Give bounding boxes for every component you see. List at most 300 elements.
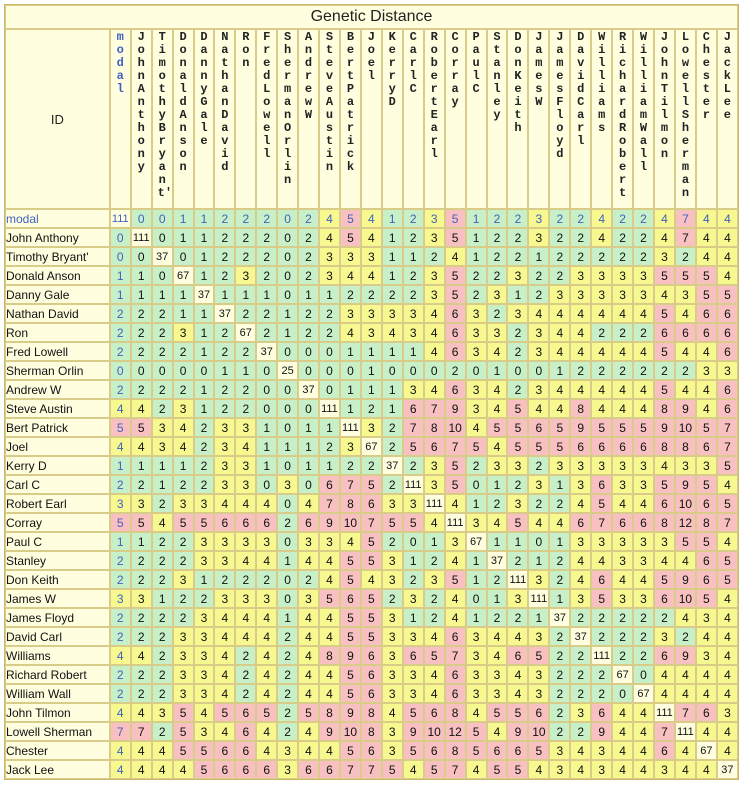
distance-cell: 3 [528, 475, 549, 494]
distance-cell: 67 [235, 323, 256, 342]
distance-cell: 9 [675, 646, 696, 665]
distance-cell: 2 [361, 285, 382, 304]
distance-cell: 4 [361, 266, 382, 285]
distance-cell: 2 [633, 228, 654, 247]
genetic-distance-table [4, 4, 739, 780]
distance-cell: 3 [696, 456, 717, 475]
distance-cell: 3 [507, 304, 528, 323]
distance-cell: 1 [131, 266, 152, 285]
distance-cell: 3 [214, 551, 235, 570]
row-name: Donald Anson [5, 266, 110, 285]
table-row [5, 494, 738, 513]
table-row [5, 361, 738, 380]
distance-cell: 0 [256, 475, 277, 494]
distance-cell: 7 [340, 475, 361, 494]
distance-cell: 4 [528, 399, 549, 418]
row-name: David Carl [5, 627, 110, 646]
column-header-nathan-david [214, 29, 235, 209]
column-header-label: John Anthony [137, 30, 145, 174]
distance-cell: 2 [549, 209, 570, 228]
distance-cell: 6 [361, 665, 382, 684]
distance-cell: 3 [382, 304, 403, 323]
distance-cell: 5 [173, 703, 194, 722]
distance-cell: 1 [131, 456, 152, 475]
distance-cell: 4 [298, 551, 319, 570]
distance-cell: 1 [256, 418, 277, 437]
distance-cell: 2 [235, 570, 256, 589]
distance-cell: 4 [696, 399, 717, 418]
distance-cell: 1 [528, 551, 549, 570]
distance-cell: 3 [528, 228, 549, 247]
distance-cell: 4 [633, 399, 654, 418]
row-name: Paul C [5, 532, 110, 551]
distance-cell: 8 [696, 513, 717, 532]
distance-cell: 2 [361, 399, 382, 418]
distance-cell: 4 [487, 380, 508, 399]
distance-cell: 5 [382, 760, 403, 779]
column-header-label: John Tilmon [660, 30, 669, 161]
distance-cell: 5 [717, 494, 738, 513]
distance-cell: 1 [194, 266, 215, 285]
distance-cell: 2 [277, 627, 298, 646]
distance-cell: 2 [235, 380, 256, 399]
distance-cell: 5 [445, 285, 466, 304]
distance-cell: 1 [110, 285, 131, 304]
distance-cell: 2 [214, 266, 235, 285]
table-row [5, 684, 738, 703]
distance-cell: 2 [675, 627, 696, 646]
distance-cell: 3 [466, 304, 487, 323]
distance-cell: 9 [445, 399, 466, 418]
distance-cell: 37 [194, 285, 215, 304]
distance-cell: 8 [361, 703, 382, 722]
distance-cell: 2 [152, 532, 173, 551]
distance-cell: 5 [591, 418, 612, 437]
distance-cell: 0 [277, 418, 298, 437]
distance-cell: 4 [340, 266, 361, 285]
distance-cell: 5 [487, 760, 508, 779]
distance-cell: 3 [214, 589, 235, 608]
distance-cell: 5 [696, 266, 717, 285]
distance-cell: 3 [549, 456, 570, 475]
distance-cell: 67 [696, 741, 717, 760]
distance-cell: 5 [654, 475, 675, 494]
distance-cell: 3 [214, 475, 235, 494]
distance-cell: 3 [382, 665, 403, 684]
distance-cell: 67 [173, 266, 194, 285]
distance-cell: 6 [235, 703, 256, 722]
distance-cell: 5 [424, 760, 445, 779]
distance-cell: 5 [654, 304, 675, 323]
distance-cell: 2 [487, 266, 508, 285]
distance-cell: 1 [152, 456, 173, 475]
distance-cell: 2 [591, 323, 612, 342]
distance-cell: 4 [152, 513, 173, 532]
distance-cell: 2 [654, 608, 675, 627]
distance-cell: 3 [528, 209, 549, 228]
distance-cell: 5 [507, 703, 528, 722]
distance-cell: 2 [319, 437, 340, 456]
distance-cell: 7 [445, 760, 466, 779]
distance-cell: 5 [507, 513, 528, 532]
distance-cell: 111 [445, 513, 466, 532]
distance-cell: 2 [633, 646, 654, 665]
distance-cell: 4 [235, 551, 256, 570]
column-header-label: Robert Earl [430, 30, 438, 161]
distance-cell: 2 [131, 551, 152, 570]
distance-cell: 1 [173, 456, 194, 475]
distance-cell: 2 [591, 608, 612, 627]
distance-cell: 4 [696, 342, 717, 361]
row-name: Lowell Sherman [5, 722, 110, 741]
distance-cell: 8 [340, 494, 361, 513]
distance-cell: 4 [654, 551, 675, 570]
distance-cell: 2 [487, 209, 508, 228]
distance-cell: 4 [445, 247, 466, 266]
table-row [5, 646, 738, 665]
distance-cell: 111 [131, 228, 152, 247]
column-header-label: Sherman Orlin [284, 30, 292, 187]
distance-cell: 7 [675, 228, 696, 247]
distance-cell: 2 [110, 551, 131, 570]
distance-cell: 2 [277, 513, 298, 532]
distance-cell: 5 [675, 532, 696, 551]
column-header-label: Andrew W [304, 30, 313, 122]
distance-cell: 6 [696, 437, 717, 456]
distance-cell: 5 [173, 513, 194, 532]
distance-cell: 4 [612, 741, 633, 760]
distance-cell: 3 [654, 247, 675, 266]
distance-cell: 4 [591, 209, 612, 228]
distance-cell: 6 [507, 646, 528, 665]
distance-cell: 0 [110, 361, 131, 380]
distance-cell: 1 [382, 399, 403, 418]
distance-cell: 0 [277, 494, 298, 513]
distance-cell: 4 [696, 665, 717, 684]
distance-cell: 4 [110, 760, 131, 779]
distance-cell: 1 [403, 247, 424, 266]
row-name: Timothy Bryant' [5, 247, 110, 266]
column-header-donald-anson [173, 29, 194, 209]
distance-cell: 6 [298, 760, 319, 779]
distance-cell: 4 [633, 342, 654, 361]
distance-cell: 4 [675, 684, 696, 703]
distance-cell: 2 [507, 228, 528, 247]
distance-cell: 6 [528, 703, 549, 722]
distance-cell: 1 [194, 399, 215, 418]
distance-cell: 3 [382, 494, 403, 513]
distance-cell: 4 [131, 741, 152, 760]
distance-cell: 3 [131, 589, 152, 608]
distance-cell: 2 [340, 456, 361, 475]
distance-cell: 2 [570, 608, 591, 627]
distance-cell: 4 [633, 304, 654, 323]
distance-cell: 4 [696, 760, 717, 779]
distance-cell: 4 [696, 380, 717, 399]
distance-cell: 2 [549, 684, 570, 703]
distance-cell: 2 [487, 304, 508, 323]
distance-cell: 4 [214, 627, 235, 646]
distance-cell: 3 [173, 494, 194, 513]
distance-cell: 1 [361, 361, 382, 380]
distance-cell: 0 [382, 361, 403, 380]
distance-cell: 1 [361, 342, 382, 361]
distance-cell: 5 [340, 551, 361, 570]
distance-cell: 67 [466, 532, 487, 551]
distance-cell: 6 [633, 437, 654, 456]
distance-cell: 3 [319, 247, 340, 266]
distance-cell: 3 [487, 323, 508, 342]
distance-cell: 4 [319, 209, 340, 228]
distance-cell: 5 [445, 456, 466, 475]
table-row [5, 323, 738, 342]
distance-cell: 5 [696, 475, 717, 494]
distance-cell: 3 [319, 266, 340, 285]
distance-cell: 4 [487, 399, 508, 418]
row-name: Jack Lee [5, 760, 110, 779]
distance-cell: 3 [654, 532, 675, 551]
distance-cell: 4 [152, 741, 173, 760]
distance-cell: 0 [173, 247, 194, 266]
distance-cell: 6 [424, 741, 445, 760]
distance-cell: 1 [340, 342, 361, 361]
column-header-label: Donald Anson [179, 30, 187, 174]
distance-cell: 1 [466, 247, 487, 266]
distance-cell: 9 [570, 418, 591, 437]
distance-cell: 4 [110, 741, 131, 760]
distance-cell: 4 [424, 627, 445, 646]
distance-cell: 3 [319, 532, 340, 551]
distance-cell: 0 [298, 399, 319, 418]
row-name: John Anthony [5, 228, 110, 247]
distance-cell: 37 [570, 627, 591, 646]
distance-cell: 6 [717, 342, 738, 361]
distance-cell: 37 [298, 380, 319, 399]
column-header-don-keith [507, 29, 528, 209]
row-name: William Wall [5, 684, 110, 703]
distance-cell: 4 [612, 380, 633, 399]
distance-cell: 4 [696, 247, 717, 266]
distance-cell: 3 [591, 266, 612, 285]
distance-cell: 8 [654, 437, 675, 456]
distance-cell: 0 [277, 228, 298, 247]
distance-cell: 3 [549, 760, 570, 779]
distance-cell: 1 [194, 323, 215, 342]
distance-cell: 2 [298, 304, 319, 323]
distance-cell: 1 [382, 342, 403, 361]
distance-cell: 5 [466, 437, 487, 456]
distance-cell: 4 [235, 627, 256, 646]
distance-cell: 2 [633, 361, 654, 380]
distance-cell: 4 [612, 703, 633, 722]
distance-cell: 3 [194, 608, 215, 627]
table-row [5, 228, 738, 247]
distance-cell: 2 [298, 228, 319, 247]
distance-cell: 4 [361, 570, 382, 589]
distance-cell: 4 [424, 304, 445, 323]
distance-cell: 4 [110, 646, 131, 665]
distance-cell: 3 [382, 646, 403, 665]
distance-cell: 6 [675, 323, 696, 342]
distance-cell: 3 [487, 285, 508, 304]
distance-cell: 4 [445, 494, 466, 513]
row-name: Nathan David [5, 304, 110, 323]
distance-cell: 2 [382, 285, 403, 304]
distance-cell: 3 [403, 589, 424, 608]
distance-cell: 3 [466, 646, 487, 665]
distance-cell: 4 [528, 304, 549, 323]
distance-cell: 1 [173, 304, 194, 323]
distance-cell: 0 [110, 228, 131, 247]
distance-cell: 3 [549, 741, 570, 760]
distance-cell: 0 [256, 380, 277, 399]
column-header-stanley [487, 29, 508, 209]
distance-cell: 6 [319, 475, 340, 494]
distance-cell: 5 [528, 437, 549, 456]
distance-cell: 2 [152, 627, 173, 646]
column-header-timothy-bryant [152, 29, 173, 209]
distance-cell: 0 [277, 456, 298, 475]
column-header-steve-austin [319, 29, 340, 209]
distance-cell: 1 [382, 209, 403, 228]
distance-cell: 2 [152, 608, 173, 627]
distance-cell: 7 [403, 418, 424, 437]
column-header-danny-gale [194, 29, 215, 209]
distance-cell: 2 [507, 342, 528, 361]
distance-cell: 1 [403, 342, 424, 361]
distance-cell: 37 [256, 342, 277, 361]
distance-cell: 1 [194, 342, 215, 361]
distance-cell: 3 [382, 608, 403, 627]
distance-cell: 4 [633, 722, 654, 741]
distance-cell: 10 [675, 418, 696, 437]
column-header-david-carl [570, 29, 591, 209]
row-name: Stanley [5, 551, 110, 570]
distance-cell: 37 [487, 551, 508, 570]
distance-cell: 4 [570, 304, 591, 323]
distance-cell: 3 [403, 380, 424, 399]
distance-cell: 2 [633, 627, 654, 646]
distance-cell: 1 [277, 551, 298, 570]
distance-cell: 7 [319, 494, 340, 513]
distance-cell: 2 [173, 475, 194, 494]
distance-cell: 2 [256, 323, 277, 342]
row-name: Richard Robert [5, 665, 110, 684]
distance-cell: 5 [696, 532, 717, 551]
distance-cell: 2 [487, 570, 508, 589]
distance-cell: 111 [110, 209, 131, 228]
distance-cell: 0 [277, 532, 298, 551]
table-row [5, 475, 738, 494]
distance-cell: 2 [654, 361, 675, 380]
distance-cell: 6 [696, 304, 717, 323]
distance-cell: 0 [131, 209, 152, 228]
distance-cell: 6 [633, 513, 654, 532]
distance-cell: 4 [717, 209, 738, 228]
distance-cell: 0 [277, 266, 298, 285]
distance-cell: 4 [319, 570, 340, 589]
table-row [5, 380, 738, 399]
distance-cell: 7 [717, 437, 738, 456]
table-row [5, 741, 738, 760]
distance-cell: 3 [633, 266, 654, 285]
distance-cell: 4 [675, 608, 696, 627]
distance-cell: 1 [194, 570, 215, 589]
distance-cell: 8 [445, 741, 466, 760]
distance-cell: 2 [256, 570, 277, 589]
distance-cell: 3 [528, 323, 549, 342]
distance-cell: 8 [654, 399, 675, 418]
distance-cell: 7 [361, 760, 382, 779]
column-header-jack-lee [717, 29, 738, 209]
distance-cell: 5 [361, 551, 382, 570]
distance-cell: 7 [675, 209, 696, 228]
distance-cell: 2 [235, 228, 256, 247]
distance-cell: 0 [466, 589, 487, 608]
distance-cell: 0 [152, 361, 173, 380]
column-header-modal [110, 29, 131, 209]
column-header-label: James Floyd [556, 30, 564, 161]
distance-cell: 4 [403, 760, 424, 779]
distance-cell: 3 [424, 285, 445, 304]
distance-cell: 5 [445, 570, 466, 589]
distance-cell: 3 [591, 741, 612, 760]
distance-cell: 2 [194, 589, 215, 608]
distance-cell: 2 [277, 684, 298, 703]
distance-cell: 6 [424, 437, 445, 456]
distance-cell: 4 [256, 665, 277, 684]
distance-cell: 6 [654, 741, 675, 760]
distance-cell: 0 [298, 475, 319, 494]
distance-cell: 2 [487, 247, 508, 266]
row-name: Carl C [5, 475, 110, 494]
distance-cell: 8 [570, 399, 591, 418]
distance-cell: 3 [194, 646, 215, 665]
distance-cell: 2 [466, 285, 487, 304]
distance-cell: 2 [633, 209, 654, 228]
distance-cell: 6 [654, 646, 675, 665]
distance-cell: 6 [696, 494, 717, 513]
table-row [5, 285, 738, 304]
distance-cell: 6 [570, 437, 591, 456]
distance-cell: 2 [110, 304, 131, 323]
distance-cell: 2 [194, 456, 215, 475]
column-header-kerry-d [382, 29, 403, 209]
distance-cell: 1 [466, 494, 487, 513]
distance-cell: 4 [487, 646, 508, 665]
distance-cell: 4 [466, 760, 487, 779]
distance-cell: 3 [633, 589, 654, 608]
distance-cell: 2 [277, 665, 298, 684]
distance-cell: 5 [173, 741, 194, 760]
distance-cell: 3 [612, 266, 633, 285]
distance-cell: 1 [194, 247, 215, 266]
distance-cell: 2 [549, 247, 570, 266]
distance-cell: 6 [361, 494, 382, 513]
distance-cell: 1 [487, 532, 508, 551]
distance-cell: 3 [403, 665, 424, 684]
distance-cell: 7 [340, 760, 361, 779]
distance-cell: 5 [675, 266, 696, 285]
distance-cell: 2 [549, 665, 570, 684]
distance-cell: 5 [445, 209, 466, 228]
distance-cell: 4 [487, 722, 508, 741]
distance-cell: 4 [717, 608, 738, 627]
table-row [5, 266, 738, 285]
distance-cell: 1 [549, 475, 570, 494]
distance-cell: 4 [633, 703, 654, 722]
distance-cell: 7 [717, 418, 738, 437]
